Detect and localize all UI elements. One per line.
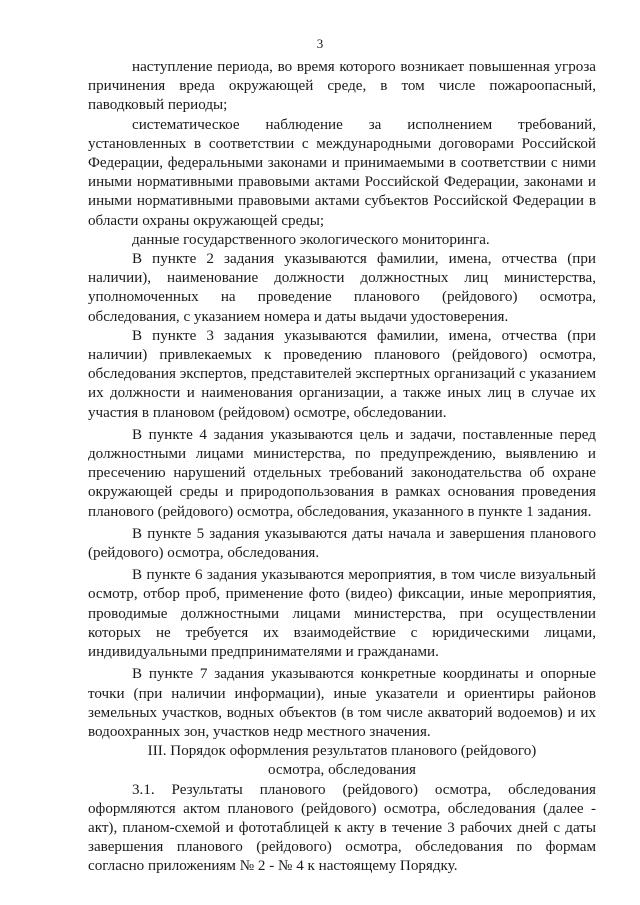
paragraph: В пункте 2 задания указываются фамилии, имена, отчества (при наличии), наименование должности должностных лиц министерства, уполномоченных на проведение планового (рейдового) осмотра, обследования, с указанием номера и даты выдачи удостоверения.	[88, 251, 596, 325]
section-title-line-1: III. Порядок оформления результатов планового (рейдового)	[147, 743, 537, 760]
paragraph: данные государственного экологического мониторинга.	[132, 231, 490, 248]
document-body	[88, 58, 596, 877]
paragraph: В пункте 5 задания указываются даты начала и завершения планового (рейдового) осмотра, обследования.	[88, 525, 596, 562]
paragraph: В пункте 4 задания указываются цель и задачи, поставленные перед должностными лицами министерства, по предупреждению, выявлению и пресечению нарушений отдельных требований законодательства об охране окружающей среды и природопользования в рамках основания проведения планового (рейдового) осмотра, обследования, указанного в пункте 1 задания.	[88, 426, 596, 520]
page-number: 3	[316, 36, 324, 51]
paragraph-3-1: 3.1. Результаты планового (рейдового) осмотра, обследования оформляются актом планового (рейдового) осмотра, обследования (далее - акт), планом-схемой и фототаблицей к акту в течение 3 рабочих дней с даты завершения планового (рейдового) осмотра, обследования по формам согласно приложениям № 2 - № 4 к настоящему Порядку.	[88, 781, 596, 875]
paragraph: В пункте 3 задания указываются фамилии, имена, отчества (при наличии) привлекаемых к проведению планового (рейдового) осмотра, обследования экспертов, представителей экспертных организаций с указанием их должности и наименования организации, а также иных лиц в случае их участия в плановом (рейдовом) осмотре, обследовании.	[88, 327, 596, 421]
paragraph: систематическое наблюдение за исполнением требований, установленных в соответствии с международными договорами Российской Федерации, федеральными законами и принимаемыми в соответствии с ними иными нормативными правовыми актами Российской Федерации, законами и иными нормативными правовыми актами субъектов Российской Федерации в области охраны окружающей среды;	[88, 116, 596, 229]
section-title	[88, 742, 596, 780]
section-title-line-2: осмотра, обследования	[267, 762, 416, 779]
paragraph: наступление периода, во время которого возникает повышенная угроза причинения вреда окружающей среде, в том числе пожароопасный, паводковый периоды;	[88, 59, 596, 114]
paragraph: В пункте 7 задания указываются конкретные координаты и опорные точки (при наличии информации), иные указатели и ориентиры районов земельных участков, водных объектов (в том числе акваторий водоемов) и их водоохранных зон, участков недр местного значения.	[88, 666, 596, 740]
paragraph: В пункте 6 задания указываются мероприятия, в том числе визуальный осмотр, отбор проб, применение фото (видео) фиксации, иные мероприятия, проводимые должностными лицами министерства, при осуществлении которых не требуется их взаимодействие с юридическими лицами, индивидуальными предпринимателями и гражданами.	[88, 567, 596, 661]
